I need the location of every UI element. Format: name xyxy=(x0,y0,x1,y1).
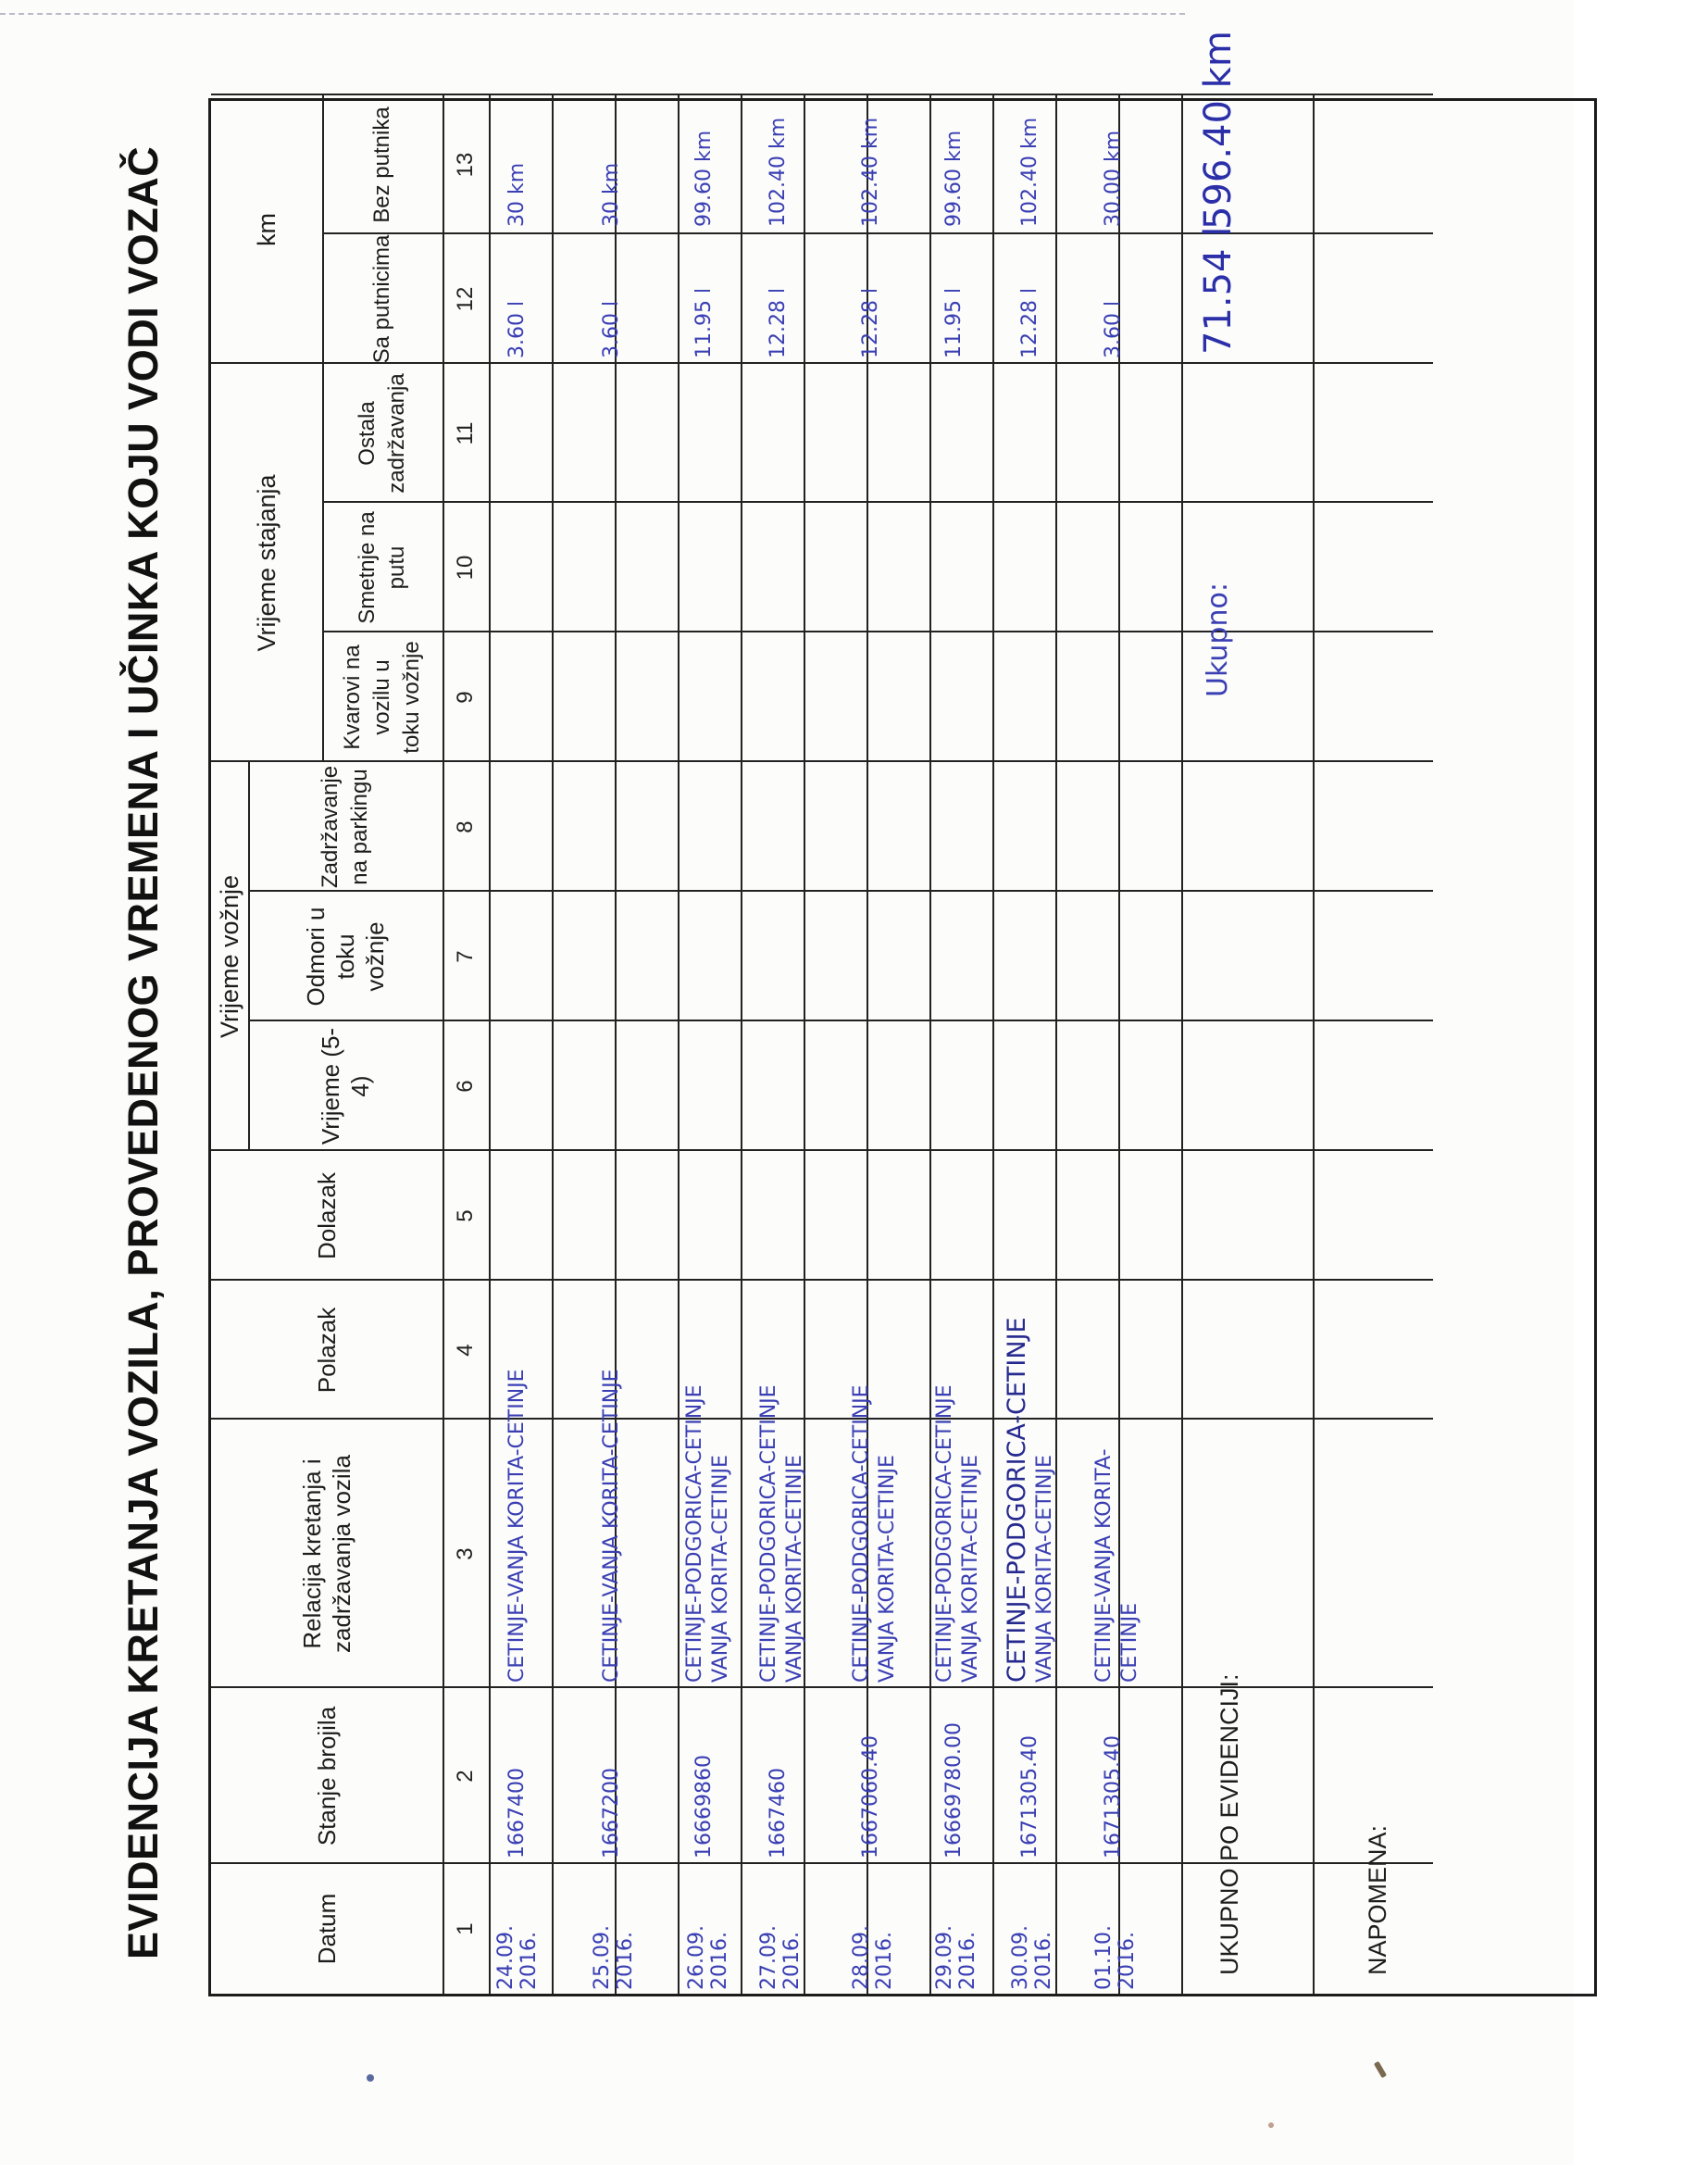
form-table xyxy=(208,31,1597,1996)
row-datum: 26.09. 2016. xyxy=(685,1925,731,1990)
row-brojilo: 1667060.40 xyxy=(859,1735,882,1858)
group-vrijeme-voznje: Vrijeme vožnje xyxy=(215,874,243,1039)
row-brojilo: 16669860 xyxy=(692,1755,716,1858)
row-bez-putnika: 99.60 km xyxy=(692,130,716,227)
row-bez-putnika: 102.40 km xyxy=(859,117,882,227)
col-header-zadrzavanje-parking: Zadržavanje na parkingu xyxy=(318,765,372,889)
col-num: 7 xyxy=(453,950,478,963)
row-relacija: CETINJE-PODGORICA-CETINJE xyxy=(850,1384,873,1683)
row-relacija: CETINJE-VANJA KORITA-CETINJE xyxy=(505,1369,529,1683)
row-sa-putnicima: 11.95 l xyxy=(942,287,966,358)
row-brojilo: 1671305.40 xyxy=(1018,1735,1041,1858)
group-km: km xyxy=(252,213,281,246)
row-sa-putnicima: 3.60 l xyxy=(600,300,623,358)
col-header-smetnje: Smetnje na putu xyxy=(355,511,409,624)
col-num: 6 xyxy=(453,1080,478,1093)
col-num: 10 xyxy=(453,555,478,581)
row-relacija: CETINJE-PODGORICA-CETINJE xyxy=(1003,1317,1031,1683)
ukupno-sa-putnicima: 71.54 l xyxy=(1197,226,1240,355)
col-header-vrijeme: Vrijeme (5-4) xyxy=(317,1027,374,1145)
row-datum: 30.09. 2016. xyxy=(1009,1925,1055,1990)
col-header-bez-putnika: Bez putnika xyxy=(369,106,394,223)
row-bez-putnika: 30.00 km xyxy=(1102,130,1125,227)
row-datum: 29.09. 2016. xyxy=(933,1925,979,1990)
col-num: 3 xyxy=(453,1547,478,1560)
col-header-datum: Datum xyxy=(313,1893,341,1965)
col-num: 2 xyxy=(453,1770,478,1783)
row-relacija-2: VANJA KORITA-CETINJE xyxy=(1033,1455,1056,1683)
row-datum: 24.09. 2016. xyxy=(494,1925,541,1990)
row-sa-putnicima: 11.95 l xyxy=(692,287,716,358)
row-relacija-2: VANJA KORITA-CETINJE xyxy=(959,1455,982,1683)
col-num: 12 xyxy=(453,286,478,312)
row-relacija: CETINJE-VANJA KORITA-CETINJE xyxy=(600,1369,623,1683)
row-relacija: CETINJE-PODGORICA-CETINJE xyxy=(757,1384,780,1683)
col-num: 11 xyxy=(453,421,478,445)
row-datum: 25.09. 2016. xyxy=(591,1925,637,1990)
col-header-odmori: Odmori u toku vožnje xyxy=(302,907,389,1007)
row-relacija-2: CETINJE xyxy=(1118,1602,1141,1683)
row-datum: 28.09. 2016. xyxy=(850,1925,896,1990)
scan-speck xyxy=(1268,2122,1274,2128)
col-num: 8 xyxy=(453,820,478,833)
group-vrijeme-stajanja: Vrijeme stajanja xyxy=(252,474,281,652)
napomena-label: NAPOMENA: xyxy=(1364,1824,1391,1975)
ukupno-handwritten: Ukupno: xyxy=(1202,582,1234,697)
row-relacija-2: VANJA KORITA-CETINJE xyxy=(876,1455,899,1683)
row-bez-putnika: 102.40 km xyxy=(1018,117,1041,227)
col-num: 1 xyxy=(453,1922,478,1935)
row-datum: 01.10. 2016. xyxy=(1092,1925,1139,1990)
col-num: 4 xyxy=(453,1344,478,1357)
rotated-form xyxy=(106,31,1708,1996)
row-sa-putnicima: 3.60 l xyxy=(505,300,529,358)
col-header-ostala: Ostala zadržavanja xyxy=(355,373,409,494)
row-relacija-2: VANJA KORITA-CETINJE xyxy=(709,1455,732,1683)
col-header-stanje-brojila: Stanje brojila xyxy=(313,1706,341,1846)
row-sa-putnicima: 12.28 l xyxy=(1018,287,1041,358)
row-brojilo: 1667460 xyxy=(767,1768,790,1858)
form-title: EVIDENCIJA KRETANJA VOZILA, PROVEDENOG VREMENA I UČINKA KOJU VODI VOZAČ xyxy=(119,145,167,1959)
row-relacija-2: VANJA KORITA-CETINJE xyxy=(783,1455,806,1683)
row-relacija: CETINJE-PODGORICA-CETINJE xyxy=(683,1384,706,1683)
ukupno-bez-putnika: 596.40 km xyxy=(1197,31,1240,230)
row-sa-putnicima: 3.60 l xyxy=(1102,300,1125,358)
page-edge xyxy=(0,13,1185,15)
col-num: 9 xyxy=(453,691,478,704)
row-bez-putnika: 99.60 km xyxy=(942,130,966,227)
row-relacija: CETINJE-PODGORICA-CETINJE xyxy=(933,1384,956,1683)
row-datum: 27.09. 2016. xyxy=(757,1925,804,1990)
col-num: 13 xyxy=(453,152,478,178)
col-header-sa-putnicima: Sa putnicima xyxy=(369,234,394,364)
col-header-kvarovi: Kvarovi na vozilu u toku vožnje xyxy=(340,641,424,754)
row-brojilo: 1671305.40 xyxy=(1102,1735,1125,1858)
row-sa-putnicima: 12.28 l xyxy=(859,287,882,358)
row-sa-putnicima: 12.28 l xyxy=(767,287,790,358)
col-header-relacija: Relacija kretanja i zadržavanja vozila xyxy=(298,1455,355,1653)
col-header-polazak: Polazak xyxy=(313,1307,341,1394)
col-header-dolazak: Dolazak xyxy=(313,1172,341,1259)
row-relacija: CETINJE-VANJA KORITA- xyxy=(1092,1448,1116,1683)
row-bez-putnika: 30 km xyxy=(600,162,623,227)
ukupno-label: UKUPNO PO EVIDENCIJI: xyxy=(1216,1673,1243,1975)
scan-speck xyxy=(367,2074,374,2082)
row-bez-putnika: 102.40 km xyxy=(767,117,790,227)
row-brojilo: 16669780.00 xyxy=(942,1722,966,1858)
row-brojilo: 1667400 xyxy=(505,1768,529,1858)
row-bez-putnika: 30 km xyxy=(505,162,529,227)
row-brojilo: 1667200 xyxy=(600,1768,623,1858)
col-num: 5 xyxy=(453,1209,478,1222)
